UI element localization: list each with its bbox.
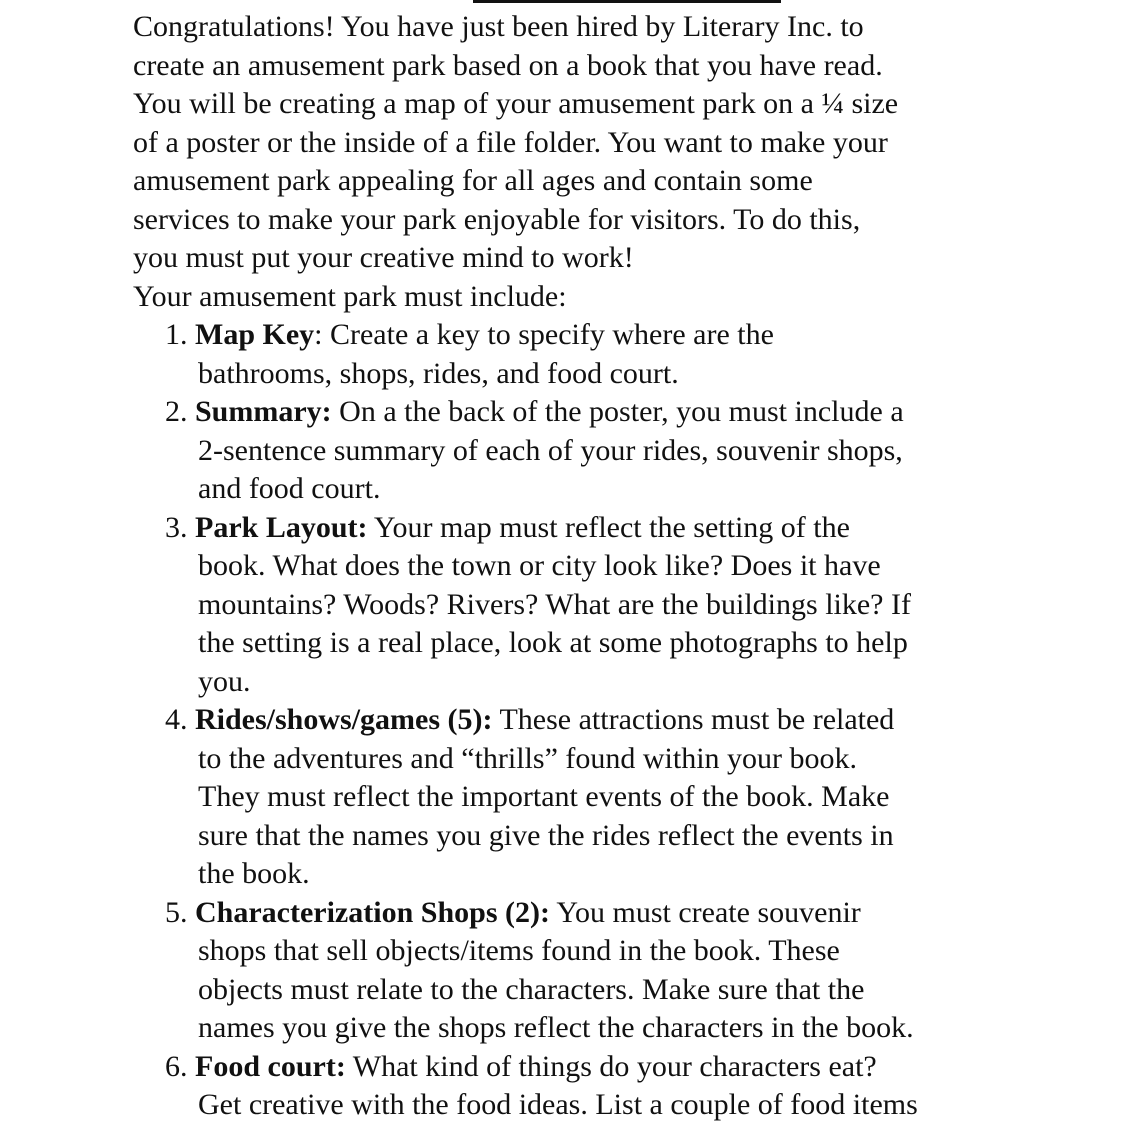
list-item-line: 2-sentence summary of each of your rides, souvenir shops,: [198, 433, 903, 467]
list-item-text: You must create souvenir: [549, 895, 861, 929]
list-item-line: They must reflect the important events of the book. Make: [198, 780, 890, 813]
list-item-first-line: [133, 701, 918, 740]
list-item-line: and food court.: [198, 472, 381, 505]
document-body: [133, 8, 918, 1125]
list-number: 2.: [165, 395, 188, 428]
requirements-list: [133, 316, 918, 1125]
list-item: [133, 316, 918, 393]
list-item-label: Map Key: [195, 318, 315, 351]
list-item: [133, 509, 918, 702]
list-item-first-line: [133, 894, 918, 933]
list-item: [133, 393, 918, 509]
list-item-first-line: [133, 509, 918, 548]
intro-line: You will be creating a map of your amusement park on a ¼ size: [133, 87, 899, 120]
list-item-text: What kind of things do your characters eat?: [345, 1049, 877, 1083]
list-item-line: Get creative with the food ideas. List a couple of food items: [198, 1088, 918, 1121]
list-item-label: Food court:: [195, 1049, 346, 1083]
list-item-line: the setting is a real place, look at some photographs to help: [198, 626, 908, 659]
intro-line: amusement park appealing for all ages and contain some: [133, 164, 813, 197]
intro-line: of a poster or the inside of a file folder. You want to make your: [133, 125, 888, 159]
list-item: [133, 701, 918, 894]
list-number: 4.: [165, 703, 188, 736]
list-number: 3.: [165, 510, 188, 544]
list-item-line: shops that sell objects/items found in the book. These: [198, 934, 840, 967]
list-item: [133, 894, 918, 1048]
list-item-text: Your map must reflect the setting of the: [367, 510, 850, 544]
list-item-first-line: [133, 316, 918, 355]
top-rule-line: [473, 0, 781, 3]
list-item-line: you.: [198, 664, 251, 698]
list-item-line: book. What does the town or city look like? Does it have: [198, 549, 881, 582]
list-item-line: objects must relate to the characters. Make sure that the: [198, 972, 865, 1006]
list-item-line: the book.: [198, 857, 310, 890]
intro-line: you must put your creative mind to work!: [133, 241, 634, 274]
list-item: [133, 1048, 918, 1125]
list-number: 1.: [165, 318, 188, 351]
intro-line: create an amusement park based on a book that you have read.: [133, 48, 883, 82]
list-item-line: mountains? Woods? Rivers? What are the buildings like? If: [198, 587, 911, 621]
list-item-label: Characterization Shops (2):: [195, 895, 550, 929]
list-item-line: bathrooms, shops, rides, and food court.: [198, 356, 679, 390]
list-item-label: Park Layout:: [195, 510, 368, 544]
list-item-first-line: [133, 1048, 918, 1087]
intro-line: Your amusement park must include:: [133, 279, 567, 313]
intro-line: Congratulations! You have just been hired by Literary Inc. to: [133, 10, 864, 43]
intro-line: services to make your park enjoyable for visitors. To do this,: [133, 202, 861, 236]
list-number: 5.: [165, 895, 188, 929]
list-number: 6.: [165, 1049, 188, 1083]
list-item-label: Rides/shows/games (5):: [195, 703, 493, 736]
list-item-first-line: [133, 393, 918, 432]
list-item-line: sure that the names you give the rides reflect the events in: [198, 818, 894, 852]
intro-paragraph: [133, 8, 918, 316]
list-item-line: to the adventures and “thrills” found within your book.: [198, 741, 858, 775]
list-item-text: On a the back of the poster, you must include a: [331, 395, 904, 428]
list-item-line: names you give the shops reflect the characters in the book.: [198, 1011, 914, 1044]
list-item-text: : Create a key to specify where are the: [314, 318, 774, 351]
list-item-text: These attractions must be related: [492, 703, 895, 736]
list-item-label: Summary:: [195, 395, 332, 428]
